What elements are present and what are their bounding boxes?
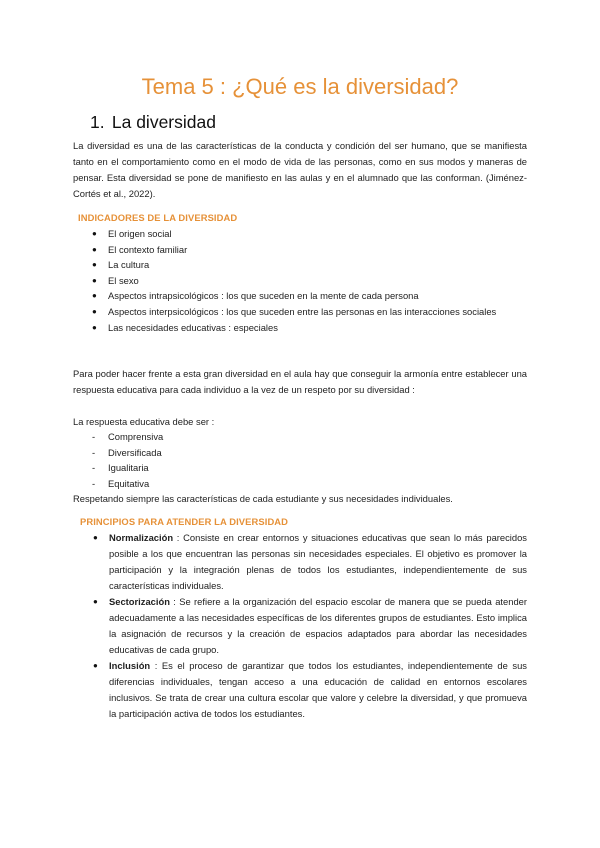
bullet-icon: ● [92,275,97,285]
list-item: ● El sexo [108,273,528,289]
bullet-icon: ● [92,229,97,238]
dash-icon: - [92,462,96,474]
indicators-heading: INDICADORES DE LA DIVERSIDAD [78,212,238,223]
section-number: 1. [90,112,105,132]
list-item: - Diversificada [108,445,408,461]
page-title: Tema 5 : ¿Qué es la diversidad? [141,74,459,99]
principle-term: Normalización [109,532,174,543]
list-item: - Equitativa [108,476,408,492]
indicators-list [92,226,528,335]
list-item: ● El origen social [108,226,528,242]
dash-icon: - [92,477,96,489]
section-heading [90,112,216,133]
bullet-icon: ● [93,661,98,670]
dash-icon: - [92,446,96,458]
response-list [92,429,408,491]
principle-text: : Consiste en crear entornos y situaciones educativas que sean lo más parecidos posible a los que encuentran las personas sin necesidades especiales. El objetivo es promover la participación y la integración plenas de todos los estudiantes, independientemente de sus características individuales. [109,532,527,591]
response-lead: La respuesta educativa debe ser : [73,416,215,427]
principles-list [93,530,527,722]
list-item: - Comprensiva [108,429,408,445]
principle-text: : Se refiere a la organización del espacio escolar de manera que se pueda atender adecuadamente a las necesidades específicas de los diferentes grupos de estudiantes. Esto implica la asignación de recursos y la creación de espacios adaptados para abordar las necesidades educativas de cada grupo. [109,596,527,655]
bullet-icon: ● [93,533,98,542]
intro-paragraph: La diversidad es una de las características de la conducta y condición del ser humano, que se manifiesta tanto en el comportamiento como en el modo de vida de las personas, como en sus modos y maneras de pensar. Esta diversidad se pone de manifiesto en las aulas y en el alumnado que las conforman. (Jiménez- Cortés et al., 2022). [73,140,527,199]
dash-icon: - [92,431,96,442]
bullet-icon: ● [92,291,97,301]
list-item [93,530,527,594]
response-closing: Respetando siempre las características de cada estudiante y sus necesidades individuales. [73,493,453,504]
response-paragraph: Para poder hacer frente a esta gran diversidad en el aula hay que conseguir la armonía entre establecer una respuesta educativa para cada individuo a la vez de un respeto por su diversidad : [73,368,527,395]
list-item: ● El contexto familiar [108,242,528,258]
list-item: ● Aspectos interpsicológicos : los que suceden entre las personas en las interacciones sociales [108,304,528,320]
bullet-icon: ● [92,322,97,332]
list-item: ● Las necesidades educativas : especiales [108,320,528,336]
principles-heading: PRINCIPIOS PARA ATENDER LA DIVERSIDAD [80,516,289,527]
principle-text: : Es el proceso de garantizar que todos los estudiantes, independientemente de sus diferencias individuales, tengan acceso a una educación de calidad en entornos escolares inclusivos. Se trata de crear una cultura escolar que valore y celebre la diversidad, y que promueva la participación activa de todos los estudiantes. [109,660,527,719]
list-item [93,658,527,722]
section-label: La diversidad [111,112,216,132]
bullet-icon: ● [92,260,97,270]
principle-term: Inclusión [109,660,151,671]
list-item: - Igualitaria [108,460,408,476]
list-item [93,594,527,658]
bullet-icon: ● [92,306,97,316]
bullet-icon: ● [93,597,98,606]
bullet-icon: ● [92,244,97,254]
list-item: ● Aspectos intrapsicológicos : los que suceden en la mente de cada persona [108,288,528,304]
list-item: ● La cultura [108,257,528,273]
principle-term: Sectorización [109,596,170,607]
